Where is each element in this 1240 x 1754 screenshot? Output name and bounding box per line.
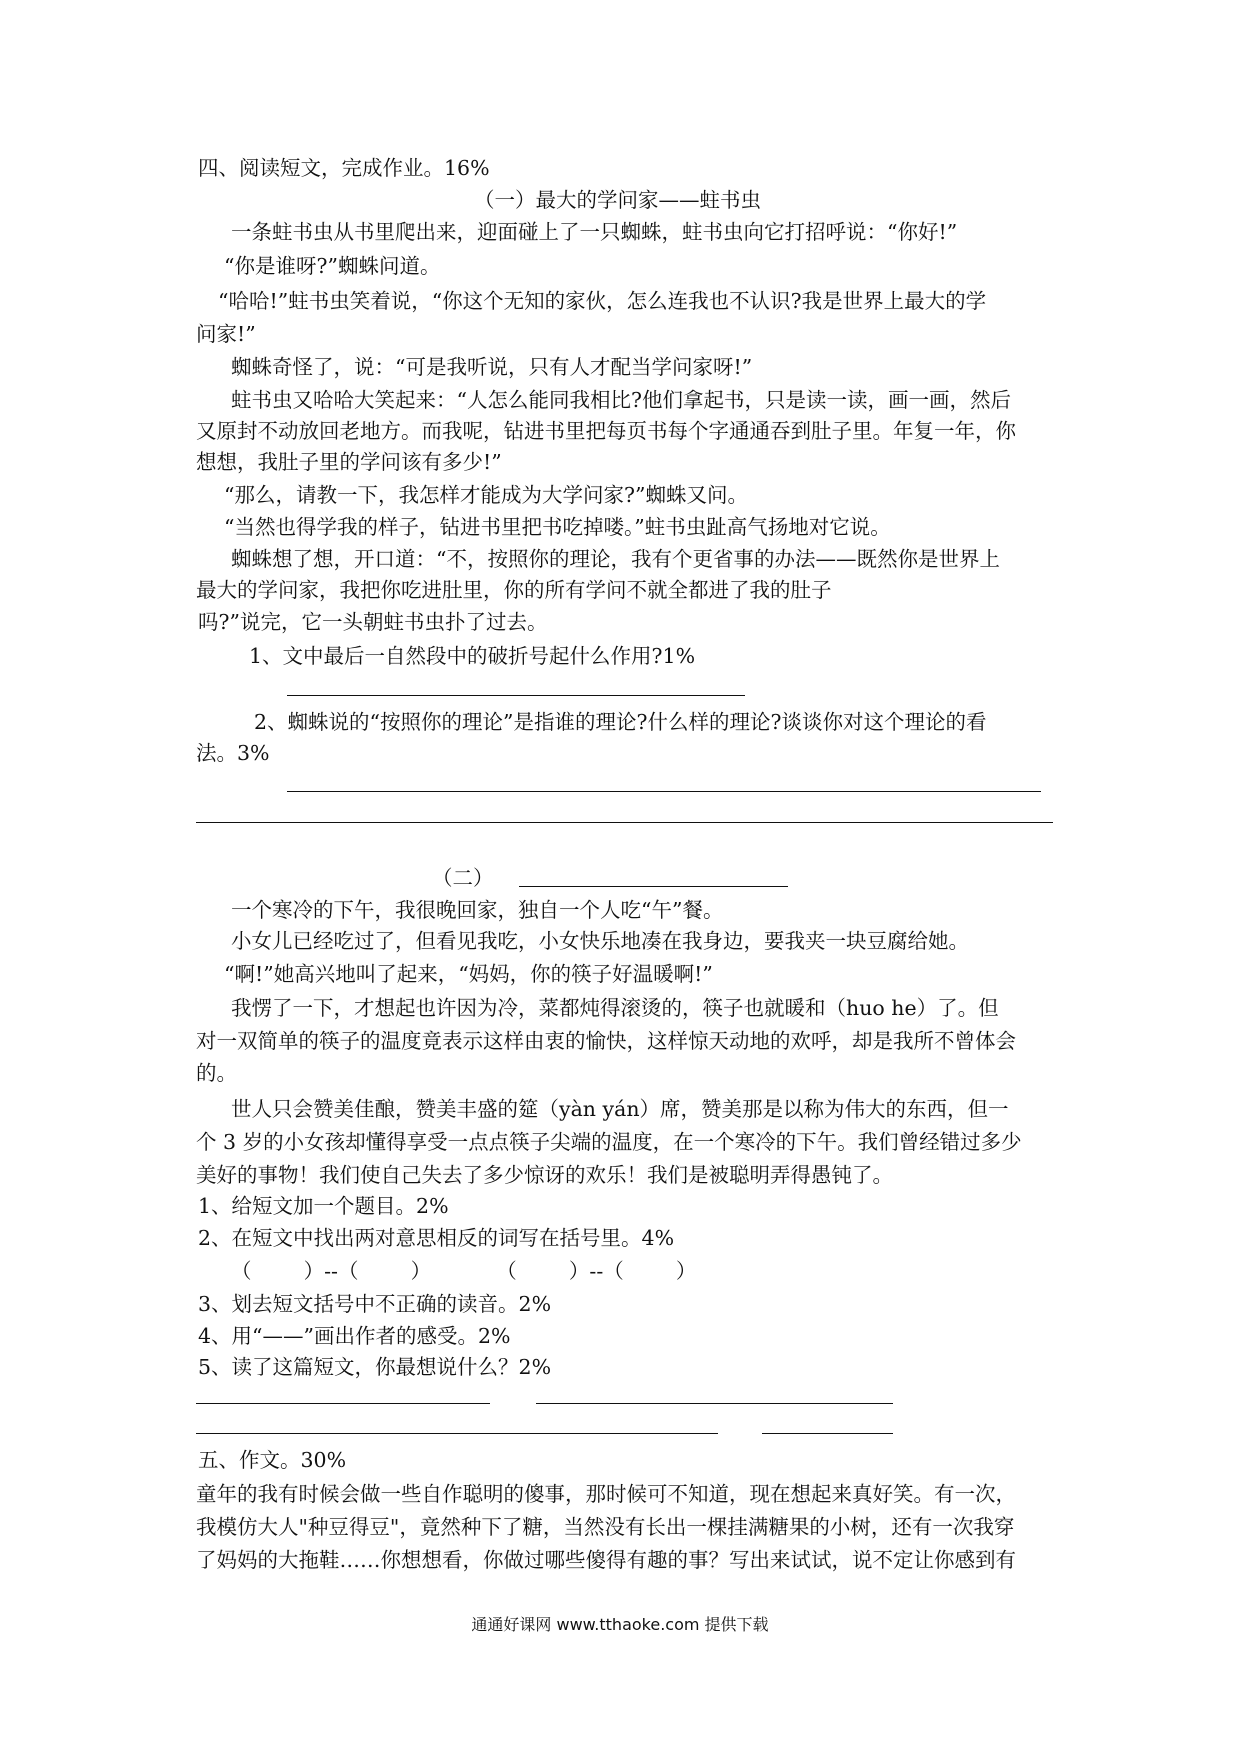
- answer-line[interactable]: [196, 1433, 718, 1434]
- passage2-line-1: 一个寒冷的下午，我很晚回家，独自一个人吃“午”餐。: [231, 898, 724, 922]
- passage2-line-4: 我愣了一下，才想起也许因为冷，菜都炖得滚烫的，筷子也就暖和（huo he）了。但: [231, 996, 999, 1020]
- passage2-question-2: 2、在短文中找出两对意思相反的词写在括号里。4%: [198, 1226, 675, 1250]
- passage1-line-5: 蜘蛛奇怪了，说：“可是我听说，只有人才配当学问家呀!”: [231, 355, 753, 379]
- passage1-line-12: 最大的学问家，我把你吃进肚里，你的所有学问不就全都进了我的肚子: [196, 578, 832, 602]
- passage2-line-7: 世人只会赞美佳酿，赞美丰盛的筵（yàn yán）席，赞美那是以称为伟大的东西，但一: [231, 1097, 1009, 1121]
- passage1-line-11: 蜘蛛想了想，开口道：“不，按照你的理论，我有个更省事的办法——既然你是世界上: [231, 547, 1000, 571]
- passage2-question-4: 4、用“——”画出作者的感受。2%: [198, 1324, 511, 1348]
- passage1-line-13: 吗?”说完，它一头朝蛀书虫扑了过去。: [198, 610, 548, 634]
- answer-line[interactable]: [196, 822, 1053, 823]
- answer-line[interactable]: [287, 695, 745, 696]
- passage1-question-1: 1、文中最后一自然段中的破折号起什么作用?1%: [249, 644, 696, 668]
- passage2-line-6: 的。: [196, 1061, 237, 1085]
- passage2-question-5: 5、读了这篇短文，你最想说什么？2%: [198, 1355, 552, 1379]
- answer-line[interactable]: [536, 1403, 893, 1404]
- passage1-line-4: 问家!”: [196, 322, 256, 346]
- passage1-line-3: “哈哈!”蛀书虫笑着说，“你这个无知的家伙，怎么连我也不认识?我是世界上最大的学: [218, 289, 987, 313]
- title-answer-line[interactable]: [519, 886, 788, 887]
- passage2-line-5: 对一双简单的筷子的温度竟表示这样由衷的愉快，这样惊天动地的欢呼，却是我所不曾体会: [196, 1029, 1016, 1053]
- essay-prompt-line-1: 童年的我有时候会做一些自作聪明的傻事，那时候可不知道，现在想起来真好笑。有一次，: [196, 1482, 1016, 1506]
- section5-heading: 五、作文。30%: [198, 1448, 347, 1472]
- passage2-line-9: 美好的事物！我们使自己失去了多少惊讶的欢乐！我们是被聪明弄得愚钝了。: [196, 1163, 893, 1187]
- passage1-line-2: “你是谁呀?”蜘蛛问道。: [224, 254, 441, 278]
- answer-line[interactable]: [762, 1433, 893, 1434]
- passage2-line-3: “啊!”她高兴地叫了起来，“妈妈，你的筷子好温暖啊!”: [224, 962, 713, 986]
- answer-line[interactable]: [287, 791, 1041, 792]
- passage1-line-1: 一条蛀书虫从书里爬出来，迎面碰上了一只蜘蛛，蛀书虫向它打招呼说：“你好!”: [231, 220, 958, 244]
- antonym-blanks[interactable]: （ ）--（ ） （ ）--（ ）: [231, 1259, 697, 1283]
- answer-line[interactable]: [196, 1403, 490, 1404]
- passage2-title: （二）: [432, 866, 494, 890]
- section4-heading: 四、阅读短文，完成作业。16%: [198, 156, 490, 180]
- essay-prompt-line-2: 我模仿大人"种豆得豆"，竟然种下了糖，当然没有长出一棵挂满糖果的小树，还有一次我穿: [196, 1515, 1015, 1539]
- passage1-line-10: “当然也得学我的样子，钻进书里把书吃掉喽。”蛀书虫趾高气扬地对它说。: [224, 515, 891, 539]
- passage2-line-2: 小女儿已经吃过了，但看见我吃，小女快乐地凑在我身边，要我夹一块豆腐给她。: [231, 929, 969, 953]
- passage1-question-2: 2、蜘蛛说的“按照你的理论”是指谁的理论?什么样的理论?谈谈你对这个理论的看: [254, 710, 987, 734]
- passage2-question-3: 3、划去短文括号中不正确的读音。2%: [198, 1292, 552, 1316]
- page-footer: 通通好课网 www.tthaoke.com 提供下载: [471, 1615, 769, 1634]
- passage1-line-8: 想想，我肚子里的学问该有多少!”: [196, 450, 502, 474]
- passage1-line-9: “那么，请教一下，我怎样才能成为大学问家?”蜘蛛又问。: [224, 483, 748, 507]
- passage1-line-6: 蛀书虫又哈哈大笑起来：“人怎么能同我相比?他们拿起书，只是读一读，画一画，然后: [231, 388, 1011, 412]
- essay-prompt-line-3: 了妈妈的大拖鞋……你想想看，你做过哪些傻得有趣的事？写出来试试，说不定让你感到有: [196, 1548, 1016, 1572]
- passage2-line-8: 个 3 岁的小女孩却懂得享受一点点筷子尖端的温度，在一个寒冷的下午。我们曾经错过多少: [196, 1130, 1022, 1154]
- passage1-title: （一）最大的学问家——蛀书虫: [474, 188, 761, 212]
- passage1-line-7: 又原封不动放回老地方。而我呢，钻进书里把每页书每个字通通吞到肚子里。年复一年，你: [196, 419, 1016, 443]
- passage1-question-2-cont: 法。3%: [196, 741, 270, 765]
- passage2-question-1: 1、给短文加一个题目。2%: [198, 1194, 449, 1218]
